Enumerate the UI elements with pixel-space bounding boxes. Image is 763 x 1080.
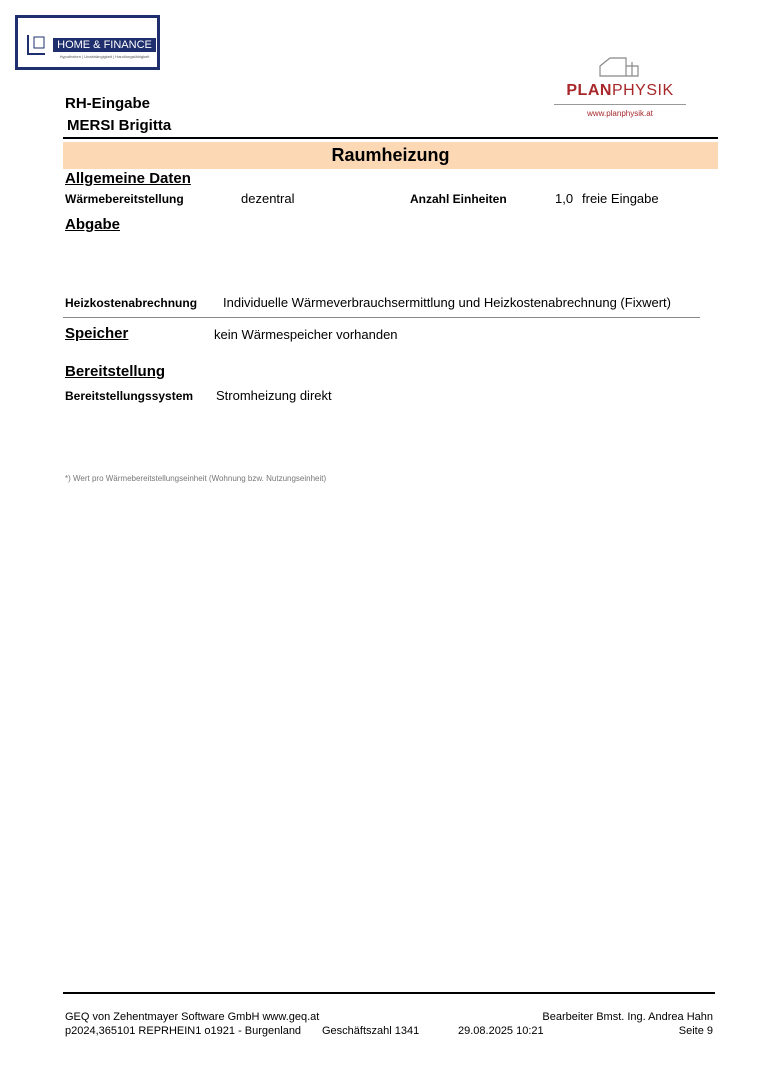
planphysik-house-icon [598, 56, 640, 78]
footer-software: GEQ von Zehentmayer Software GmbH www.geq.at [65, 1011, 320, 1023]
section-divider [63, 317, 700, 318]
client-name: MERSI Brigitta [67, 117, 172, 134]
heading-allgemeine-daten: Allgemeine Daten [65, 170, 191, 187]
home-finance-logo [15, 15, 160, 70]
heading-abgabe: Abgabe [65, 216, 121, 233]
value-heizkostenabrechnung: Individuelle Wärmeverbrauchsermittlung und Heizkostenabrechnung (Fixwert) [223, 295, 671, 310]
planphysik-logo-text: PLANPHYSIK [566, 82, 674, 99]
label-waermebereitstellung: Wärmebereitstellung [65, 192, 184, 206]
value-waermebereitstellung: dezentral [241, 191, 295, 206]
footer-geschaeftszahl: Geschäftszahl 1341 [322, 1025, 420, 1037]
heading-bereitstellung: Bereitstellung [65, 363, 166, 380]
header-rule [63, 137, 718, 139]
section-banner: Raumheizung [63, 142, 718, 169]
logo-brand-text: HOME & FINANCE [53, 38, 156, 52]
footer-project: p2024,365101 REPRHEIN1 o1921 - Burgenland [65, 1025, 302, 1037]
heading-speicher: Speicher [65, 325, 129, 342]
value-anzahl-einheiten: 1,0 [555, 191, 574, 206]
label-anzahl-einheiten: Anzahl Einheiten [410, 192, 507, 206]
logo-divider [554, 104, 686, 105]
value-bereitstellungssystem: Stromheizung direkt [216, 388, 332, 403]
label-heizkostenabrechnung: Heizkostenabrechnung [65, 296, 198, 310]
value-speicher: kein Wärmespeicher vorhanden [214, 327, 398, 342]
planphysik-url: www.planphysik.at [587, 109, 653, 118]
footnote: *) Wert pro Wärmebereitstellungseinheit (Wohnung bzw. Nutzungseinheit) [65, 474, 327, 483]
document-title: RH-Eingabe [65, 95, 151, 112]
footer-page-number: Seite 9 [678, 1025, 713, 1037]
jel-logo-icon [26, 34, 46, 56]
logo-tagline: Hypotheken | Unabhängigkeit | Handlungsfähigkeit [59, 54, 150, 59]
footer-rule [63, 992, 715, 994]
footer-datetime: 29.08.2025 10:21 [458, 1025, 544, 1037]
label-bereitstellungssystem: Bereitstellungssystem [65, 389, 194, 403]
note-freie-eingabe: freie Eingabe [582, 191, 659, 206]
footer-bearbeiter: Bearbeiter Bmst. Ing. Andrea Hahn [542, 1011, 713, 1023]
